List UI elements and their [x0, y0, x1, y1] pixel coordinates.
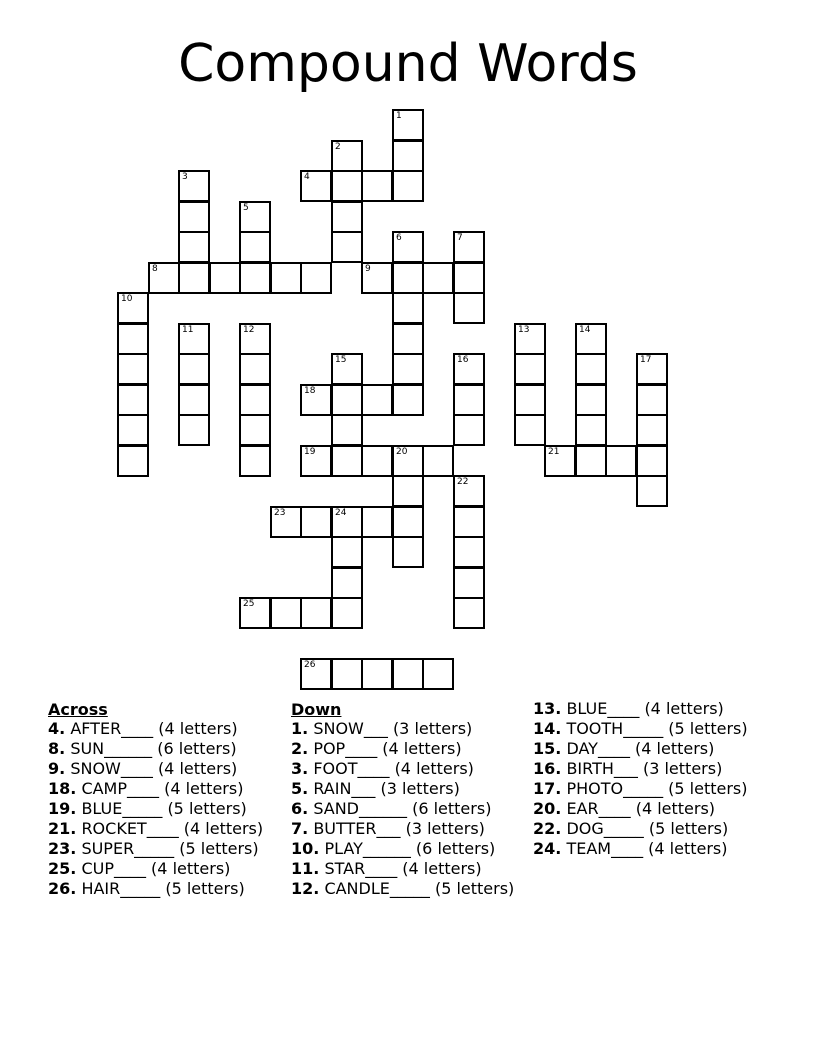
grid-cell[interactable]	[331, 140, 363, 172]
clue-item	[48, 720, 288, 737]
clue-number: 21.	[48, 819, 77, 838]
cell-number: 2	[335, 142, 341, 152]
cell-number: 26	[304, 660, 316, 670]
grid-cell[interactable]	[178, 262, 210, 294]
grid-cell[interactable]	[453, 597, 485, 629]
clue-item	[291, 880, 531, 897]
cell-number: 19	[304, 447, 316, 457]
clue-item	[48, 800, 288, 817]
clue-text: SAND______ (6 letters)	[313, 799, 492, 818]
cell-number: 25	[243, 599, 255, 609]
grid-cell[interactable]	[117, 414, 149, 446]
clue-text: RAIN___ (3 letters)	[313, 779, 460, 798]
clue-item	[48, 840, 288, 857]
grid-cell[interactable]	[178, 323, 210, 355]
clue-text: DOG_____ (5 letters)	[566, 819, 729, 838]
clue-text: EAR____ (4 letters)	[566, 799, 716, 818]
grid-cell[interactable]	[575, 353, 607, 385]
grid-cell[interactable]	[392, 292, 424, 324]
clue-text: BUTTER___ (3 letters)	[313, 819, 485, 838]
clue-text: SUPER_____ (5 letters)	[81, 839, 259, 858]
clue-text: HAIR_____ (5 letters)	[81, 879, 245, 898]
grid-cell[interactable]	[239, 414, 271, 446]
grid-cell[interactable]	[392, 231, 424, 263]
across-clues-column	[48, 700, 288, 900]
grid-cell[interactable]	[239, 445, 271, 477]
grid-cell[interactable]	[270, 506, 302, 538]
grid-cell[interactable]	[422, 445, 454, 477]
clue-number: 18.	[48, 779, 77, 798]
grid-cell[interactable]	[300, 170, 332, 202]
grid-cell[interactable]	[636, 353, 668, 385]
grid-cell[interactable]	[239, 231, 271, 263]
clue-text: ROCKET____ (4 letters)	[81, 819, 264, 838]
cell-number: 7	[457, 233, 463, 243]
grid-cell[interactable]	[331, 445, 363, 477]
down-clue-list-continued	[533, 700, 773, 857]
clue-item	[291, 760, 531, 777]
cell-number: 23	[274, 508, 286, 518]
grid-cell[interactable]	[270, 262, 302, 294]
clue-number: 14.	[533, 719, 562, 738]
grid-cell[interactable]	[361, 445, 393, 477]
clue-number: 9.	[48, 759, 66, 778]
grid-cell[interactable]	[453, 231, 485, 263]
cell-number: 15	[335, 355, 347, 365]
grid-cell[interactable]	[300, 445, 332, 477]
grid-cell[interactable]	[392, 475, 424, 507]
grid-cell[interactable]	[178, 353, 210, 385]
clue-item	[533, 780, 773, 797]
grid-cell[interactable]	[392, 353, 424, 385]
clue-text: AFTER____ (4 letters)	[70, 719, 238, 738]
grid-cell[interactable]	[239, 353, 271, 385]
grid-cell[interactable]	[392, 445, 424, 477]
down-clues-column	[291, 700, 531, 900]
clue-item	[291, 860, 531, 877]
clue-number: 6.	[291, 799, 309, 818]
grid-cell[interactable]	[300, 262, 332, 294]
clue-text: SUN______ (6 letters)	[70, 739, 237, 758]
grid-cell[interactable]	[178, 414, 210, 446]
grid-cell[interactable]	[453, 353, 485, 385]
grid-cell[interactable]	[331, 201, 363, 233]
clue-text: BIRTH___ (3 letters)	[566, 759, 723, 778]
clue-number: 26.	[48, 879, 77, 898]
clue-number: 23.	[48, 839, 77, 858]
clue-number: 20.	[533, 799, 562, 818]
clue-number: 12.	[291, 879, 320, 898]
grid-cell[interactable]	[117, 292, 149, 324]
across-clue-list	[48, 720, 288, 897]
clue-number: 24.	[533, 839, 562, 858]
clue-item	[533, 740, 773, 757]
grid-cell[interactable]	[117, 323, 149, 355]
cell-number: 5	[243, 203, 249, 213]
grid-cell[interactable]	[361, 262, 393, 294]
grid-cell[interactable]	[209, 262, 241, 294]
clue-text: DAY____ (4 letters)	[566, 739, 715, 758]
down-clue-list	[291, 720, 531, 897]
grid-cell[interactable]	[392, 506, 424, 538]
grid-cell[interactable]	[178, 201, 210, 233]
cell-number: 12	[243, 325, 255, 335]
cell-number: 8	[152, 264, 158, 274]
clue-text: STAR____ (4 letters)	[324, 859, 482, 878]
grid-cell[interactable]	[331, 658, 363, 690]
grid-cell[interactable]	[392, 658, 424, 690]
grid-cell[interactable]	[514, 384, 546, 416]
clue-number: 4.	[48, 719, 66, 738]
grid-cell[interactable]	[514, 353, 546, 385]
grid-cell[interactable]	[117, 384, 149, 416]
clue-text: SNOW___ (3 letters)	[313, 719, 473, 738]
clue-number: 5.	[291, 779, 309, 798]
grid-cell[interactable]	[178, 231, 210, 263]
clue-number: 25.	[48, 859, 77, 878]
grid-cell[interactable]	[331, 353, 363, 385]
grid-cell[interactable]	[178, 170, 210, 202]
grid-cell[interactable]	[239, 384, 271, 416]
clue-item	[291, 740, 531, 757]
clue-number: 22.	[533, 819, 562, 838]
grid-cell[interactable]	[575, 384, 607, 416]
clue-item	[291, 840, 531, 857]
grid-cell[interactable]	[636, 384, 668, 416]
clue-number: 3.	[291, 759, 309, 778]
grid-cell[interactable]	[361, 170, 393, 202]
clue-item	[291, 820, 531, 837]
cell-number: 9	[365, 264, 371, 274]
clue-number: 16.	[533, 759, 562, 778]
grid-cell[interactable]	[636, 445, 668, 477]
grid-cell[interactable]	[422, 262, 454, 294]
clue-text: PHOTO_____ (5 letters)	[566, 779, 748, 798]
grid-cell[interactable]	[392, 536, 424, 568]
grid-cell[interactable]	[636, 475, 668, 507]
grid-cell[interactable]	[361, 384, 393, 416]
grid-cell[interactable]	[178, 384, 210, 416]
grid-cell[interactable]	[453, 292, 485, 324]
clue-number: 19.	[48, 799, 77, 818]
down-clues-column-continued	[533, 700, 773, 860]
clue-item	[48, 860, 288, 877]
grid-cell[interactable]	[453, 414, 485, 446]
grid-cell[interactable]	[392, 140, 424, 172]
clue-text: TOOTH_____ (5 letters)	[566, 719, 748, 738]
clue-item	[533, 820, 773, 837]
grid-cell[interactable]	[300, 506, 332, 538]
grid-cell[interactable]	[361, 506, 393, 538]
grid-cell[interactable]	[331, 567, 363, 599]
clue-text: PLAY______ (6 letters)	[324, 839, 496, 858]
grid-cell[interactable]	[361, 658, 393, 690]
cell-number: 16	[457, 355, 469, 365]
grid-cell[interactable]	[392, 323, 424, 355]
clue-item	[533, 840, 773, 857]
clue-item	[291, 780, 531, 797]
clue-item	[48, 760, 288, 777]
grid-cell[interactable]	[575, 414, 607, 446]
cell-number: 1	[396, 111, 402, 121]
grid-cell[interactable]	[331, 384, 363, 416]
grid-cell[interactable]	[453, 262, 485, 294]
clue-number: 15.	[533, 739, 562, 758]
clue-item	[48, 780, 288, 797]
clue-item	[533, 700, 773, 717]
grid-cell[interactable]	[300, 384, 332, 416]
clue-item	[291, 720, 531, 737]
clue-number: 11.	[291, 859, 320, 878]
grid-cell[interactable]	[331, 506, 363, 538]
grid-cell[interactable]	[392, 384, 424, 416]
clue-number: 10.	[291, 839, 320, 858]
cell-number: 18	[304, 386, 316, 396]
page-title: Compound Words	[178, 34, 638, 94]
clue-text: CANDLE_____ (5 letters)	[324, 879, 515, 898]
clue-number: 17.	[533, 779, 562, 798]
down-heading: Down	[291, 700, 342, 719]
clue-number: 1.	[291, 719, 309, 738]
cell-number: 20	[396, 447, 408, 457]
grid-cell[interactable]	[514, 323, 546, 355]
cell-number: 6	[396, 233, 402, 243]
clue-item	[533, 720, 773, 737]
cell-number: 13	[518, 325, 530, 335]
grid-cell[interactable]	[117, 445, 149, 477]
grid-cell[interactable]	[300, 658, 332, 690]
clue-text: BLUE____ (4 letters)	[566, 699, 724, 718]
grid-cell[interactable]	[453, 567, 485, 599]
grid-cell[interactable]	[331, 536, 363, 568]
clue-number: 8.	[48, 739, 66, 758]
grid-cell[interactable]	[331, 414, 363, 446]
grid-cell[interactable]	[270, 597, 302, 629]
clue-text: CUP____ (4 letters)	[81, 859, 231, 878]
grid-cell[interactable]	[117, 353, 149, 385]
grid-cell[interactable]	[453, 536, 485, 568]
grid-cell[interactable]	[148, 262, 180, 294]
grid-cell[interactable]	[605, 445, 637, 477]
grid-cell[interactable]	[392, 262, 424, 294]
cell-number: 14	[579, 325, 591, 335]
grid-cell[interactable]	[575, 445, 607, 477]
clue-item	[533, 760, 773, 777]
clue-text: SNOW____ (4 letters)	[70, 759, 238, 778]
clue-text: BLUE_____ (5 letters)	[81, 799, 247, 818]
grid-cell[interactable]	[544, 445, 576, 477]
grid-cell[interactable]	[239, 201, 271, 233]
clue-text: POP____ (4 letters)	[313, 739, 462, 758]
clue-item	[533, 800, 773, 817]
cell-number: 4	[304, 172, 310, 182]
grid-cell[interactable]	[239, 262, 271, 294]
grid-cell[interactable]	[422, 658, 454, 690]
grid-cell[interactable]	[239, 323, 271, 355]
grid-cell[interactable]	[575, 323, 607, 355]
grid-cell[interactable]	[331, 170, 363, 202]
clue-item	[48, 880, 288, 897]
grid-cell[interactable]	[453, 506, 485, 538]
cell-number: 10	[121, 294, 133, 304]
grid-cell[interactable]	[331, 231, 363, 263]
cell-number: 11	[182, 325, 194, 335]
clue-number: 2.	[291, 739, 309, 758]
grid-cell[interactable]	[514, 414, 546, 446]
across-heading: Across	[48, 700, 108, 719]
clue-number: 7.	[291, 819, 309, 838]
grid-cell[interactable]	[453, 475, 485, 507]
clue-number: 13.	[533, 699, 562, 718]
grid-cell[interactable]	[453, 384, 485, 416]
clue-item	[48, 820, 288, 837]
cell-number: 22	[457, 477, 469, 487]
cell-number: 21	[548, 447, 560, 457]
clue-text: TEAM____ (4 letters)	[566, 839, 728, 858]
cell-number: 17	[640, 355, 652, 365]
clue-text: FOOT____ (4 letters)	[313, 759, 474, 778]
grid-cell[interactable]	[331, 597, 363, 629]
grid-cell[interactable]	[636, 414, 668, 446]
grid-cell[interactable]	[392, 109, 424, 141]
cell-number: 24	[335, 508, 347, 518]
grid-cell[interactable]	[300, 597, 332, 629]
clue-item	[48, 740, 288, 757]
grid-cell[interactable]	[392, 170, 424, 202]
cell-number: 3	[182, 172, 188, 182]
clue-text: CAMP____ (4 letters)	[81, 779, 244, 798]
grid-cell[interactable]	[239, 597, 271, 629]
clue-item	[291, 800, 531, 817]
